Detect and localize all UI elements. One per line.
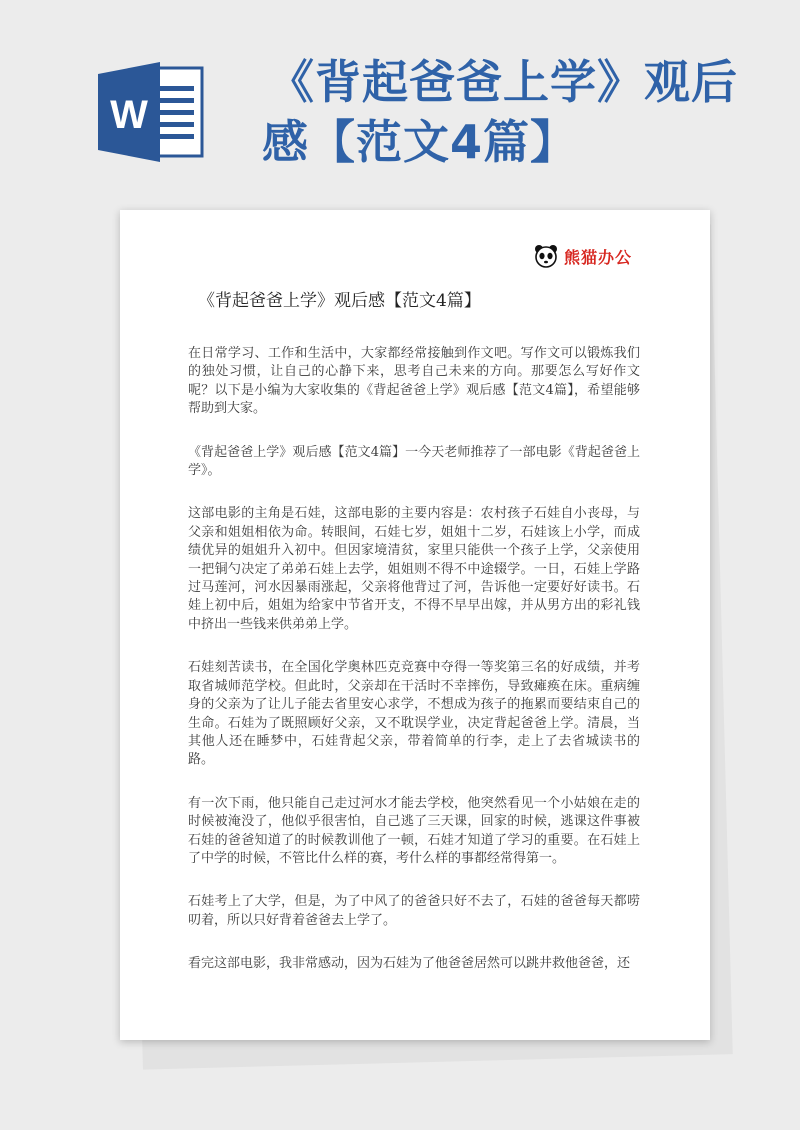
paragraph-5: 石娃考上了大学，但是，为了中风了的爸爸只好不去了，石娃的爸爸每天都唠叨着，所以只好背着爸爸去上学了。 <box>188 894 640 928</box>
panda-icon <box>534 244 558 268</box>
paragraph-2: 这部电影的主角是石娃，这部电影的主要内容是：农村孩子石娃自小丧母，与父亲和姐姐相依为命。转眼间，石娃七岁，姐姐十二岁，石娃该上小学，而成绩优异的姐姐升入初中。但因家境清贫，家里只能供一个孩子上学，父亲使用一把铜勺决定了弟弟石娃上去学，姐姐则不得不中途辍学。一日，石娃上学路过马莲河，河水因暴雨涨起，父亲将他背过了河，告诉他一定要好好读书。石娃上初中后，姐姐为给家中节省开支，不得不早早出嫁，并从男方出的彩礼钱中挤出一些钱来供弟弟上学。 <box>188 506 640 632</box>
paragraph-intro: 在日常学习、工作和生活中，大家都经常接触到作文吧。写作文可以锻炼我们的独处习惯，让自己的心静下来，思考自己未来的方向。那要怎么写好作文呢？以下是小编为大家收集的《背起爸爸上学》观后感【范文4篇】，希望能够帮助到大家。 <box>188 346 640 417</box>
page-title <box>262 52 788 172</box>
title-line-1: 《背起爸爸上学》观后 <box>268 55 738 109</box>
brand-logo <box>534 244 632 268</box>
document-title: 《背起爸爸上学》观后感【范文4篇】 <box>198 291 481 311</box>
paragraph-4: 有一次下雨，他只能自己走过河水才能去学校，他突然看见一个小姑娘在走的时候被淹没了，他似乎很害怕，自己逃了三天课，回家的时候，逃课这件事被石娃的爸爸知道了的时候教训他了一顿，石娃才知道了学习的重要。在石娃上了中学的时候，不管比什么样的赛，考什么样的事都经常得第一。 <box>188 795 640 866</box>
title-line-2: 感【范文4篇】 <box>262 115 578 169</box>
paragraph-3: 石娃刻苦读书，在全国化学奥林匹克竞赛中夺得一等奖第三名的好成绩，并考取省城师范学校。但此时，父亲却在干活时不幸摔伤，导致瘫痪在床。重病缠身的父亲为了让儿子能去省里安心求学，不想成为孩子的拖累而要结束自己的生命。石娃为了既照顾好父亲，又不耽误学业，决定背起爸爸上学。清晨，当其他人还在睡梦中，石娃背起父亲，带着简单的行李，走上了去省城读书的路。 <box>188 660 640 768</box>
word-document-icon <box>94 60 206 164</box>
svg-text:W: W <box>110 93 148 137</box>
brand-name: 熊猫办公 <box>563 247 632 267</box>
paragraph-6: 看完这部电影，我非常感动，因为石娃为了他爸爸居然可以跳井救他爸爸，还 <box>188 956 631 972</box>
document-page <box>120 210 710 1040</box>
document-body <box>188 345 640 999</box>
paragraph-1: 《背起爸爸上学》观后感【范文4篇】一今天老师推荐了一部电影《背起爸爸上学》。 <box>188 444 640 479</box>
